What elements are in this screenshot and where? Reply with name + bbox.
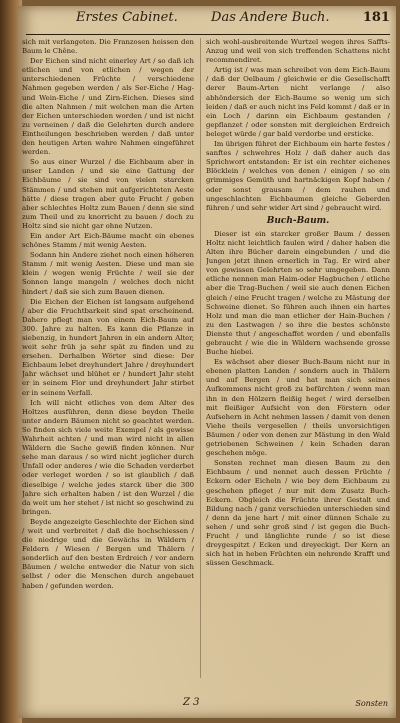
book-page — [18, 6, 396, 718]
catchword: Sonsten — [355, 699, 388, 708]
left-column — [22, 38, 194, 680]
paragraph: Beyde angezeigte Geschlechte der Eichen sind / weit und verbreitet / daß die hochschiessen / die niedrige und die Gewächs in Wäldern / Feldern / Wiesen / Bergen und Thälern / sonderlich auf den besten Erdreich / vor andern Bäumen / welche entweder die Natur von sich selbst / oder die Menschen durch angebauet haben / gefunden werden. — [22, 517, 194, 590]
paragraph: Ein ander Art Eich-Bäume macht ein ebenes schönes Stamm / mit wenig Aesten. — [22, 231, 194, 250]
paragraph: So aus einer Wurzel / die Eichbaum aber in unser Landen / und sie eine Gattung der Eichbäume / sie sind von vielen starcken Stämmen / und stehen mit aufgerichteten Aeste hätte / diese tragen aber gute Frucht / geben aber schlechtes Holtz zum Bauen / denn sie sind zum Theil und zu knorricht zu bauen / doch zu Holtz sind sie nicht gar ohne Nutzen. — [22, 158, 194, 230]
paragraph: sich mit verlangeten. Die Franzosen heissen den Baum le Chêne. — [22, 38, 194, 56]
paragraph: Sodann hin Andere ziehet noch einen höheren Stamm / mit wenig Aesten. Diese und man sie klein / wegen wenig Früchte / weil sie der Sonnen lange mangeln / welches doch nicht hindert / daß sie sich zum Bauen dienen. — [22, 251, 194, 296]
header-center: Das Andere Buch. — [211, 10, 330, 25]
paragraph: Artig ist / was man schreibet von dem Eich-Baum / daß der Oelbaum / gleichwie er die Gesellschafft derer Baum-Arten nicht verlange / also abhöndersich der Eich-Baume so wenig um sich leiden / daß er auch nicht ins Feld kommt / daß er in ein Loch / darinn ein Eichbaum gestanden / gepflanzet / oder sonsten mit dergleichen Erdreich beleget würde / gar bald verdorbe und ersticke. — [206, 66, 390, 138]
running-header — [26, 10, 390, 36]
paragraph: Die Eichen der Eichen ist langsam aufgehend / aber die Fruchtbarkeit sind spat erscheinend. Dahero pflegt man von einem Eich-Baum auf 300. Jahre zu halten. Es kann die Pflanze in siebenzig, in hundert Jahren in ein andern Alter, weit sehr früh ja sehr spät zu finden und zu ersehen. Derhalben Wörter sind diese: Der Eichbaum lebet dreyhundert Jahre / dreyhundert Jahr wächset und blühet er / hundert Jahr steht er in seinem Flor und dreyhundert Jahr stirbet er in seinem Verfall. — [22, 297, 194, 397]
paragraph: Sonsten rechnet man diesen Baum zu den Eichbaum / und nennet auch dessen Früchte / Eckern oder Eicheln / wie bey dem Eichbaum zu geschehen pfleget / nur mit dem Zusatz Buch-Eckern. Obgleich die Früchte ihrer Gestalt und Bildung nach / ganz verschieden unterschieden sind / denn da jene hart / mit einer dünnen Schale zu sehen / und sehr groß sind / ist gegen die Buch-Frucht / und länglichte runde / so ist diese dreygespitzt / Ecken und dreyeckigt. Der Kern an sich hat in heben Früchten ein nehrende Krafft und süssen Geschmack. — [206, 459, 390, 568]
header-rule — [26, 34, 390, 35]
page-number: 181 — [362, 10, 390, 25]
right-column — [206, 38, 390, 680]
signature-mark: Z 3 — [183, 697, 200, 708]
paragraph: sich wohl-ausbreitende Wurtzel wegen ihres Saffts-Anzug und weil von sich treffenden Schattens nicht recommendiret. — [206, 38, 390, 65]
paragraph: Dieser ist ein starcker großer Baum / dessen Holtz nicht leichtlich faulen wird / daher haben die Alten ihre Bücher darein eingebunden / und die Jungen jetzt ihnen ernerlich in Tag. Er wird aber von gewissen Gelehrten so sehr umgegeben. Dann etliche nennen man Haim-oder Hagbuchen / etliche aber die Trag-Buchen / weil sie auch denen Eichen gleich / eine Frucht tragen / welche zu Mästung der Schweine dienet. So führen auch ihnen ein hartes Holz und man die man etlicher der Hain-Buchen / zu den Lastwagen / so ihre die bestes schönste Dienste thut / angeschaffet worden / und ebenfalls gebraucht / wie die in Wäldern wachsende grosse Buche hiebei. — [206, 229, 390, 357]
paragraph: Es wächset aber dieser Buch-Baum nicht nur in ebenen platten Landen / sondern auch in Thälern und auf Bergen / und hat man sich seines Aufkommens nicht groß zu befürchten / wenn man ihn in den Hölzern fleißig heget / wird derselben mit fleißiger Aufsicht von den Förstern oder Aufsehern in Acht nehmen lassen / damit von denen Viehe theils vergesellen / theils unvorsichtigen Bäumen / oder von denen zur Mästung in den Wald getriebenen Schweinen / kein Schaden daran geschehen möge. — [206, 358, 390, 458]
paragraph: Ich will nicht etliches von dem Alter des Holtzes ausführen, denn diese beyden Theile unter andern Bäumen nicht so geachtet werden. So finden sich viele weite Exempel / als gewisse Wahrheit achten / und man wird nicht in allen Wäldern die Sache gewiß finden können. Nur sehe man daraus / so wird nicht jeglicher durch Unfall oder anderes / wie die Schaden verderbet oder verleget worden / so ist glaublich / daß dieselbige / welche jedes starck über die 300 Jahre sich erhalten haben / ist den Wurzel / die da weit um her stehet / ist nicht so geschwind zu bringen. — [22, 398, 194, 516]
header-left: Erstes Cabinet. — [76, 10, 178, 25]
page-footer — [18, 686, 396, 712]
paragraph: Im übrigen führet der Eichbaum ein harte festes / sanftes / schwehres Holz / daß daher auch das Sprichwort entstanden: Er ist ein rechter eichenes Blöcklein / welches von denen / einigen / so ein grimmiges Gemüth und hartnäckigen Kopf haben / oder sonst grausam / dem rauhen und ungeschlachten Eichbaumen gleiche Geberden führen / und sehr wider Art sind / gebraucht wird. — [206, 140, 390, 212]
paragraph: Der Eichen sind nicht einerley Art / so daß ich etlichen und von etlichen / wegen der unterschiedenen Früchte / verschiedene Nahmen gegeben werden / als Ser-Eiche / Hag- und Wein-Eiche / und Zirn-Eichen. Dieses sind die alten Nahmen / mit welchen man die Arten der Eichen unterschieden worden / und ist nicht zu verneinen / daß die Gelehrten durch andere Eintheilungen beschrieben werden / daß unter den heutigen Arten wahre Nahmen eingeführet werden. — [22, 57, 194, 157]
section-heading: Buch-Baum. — [266, 215, 330, 226]
column-divider — [200, 38, 201, 678]
